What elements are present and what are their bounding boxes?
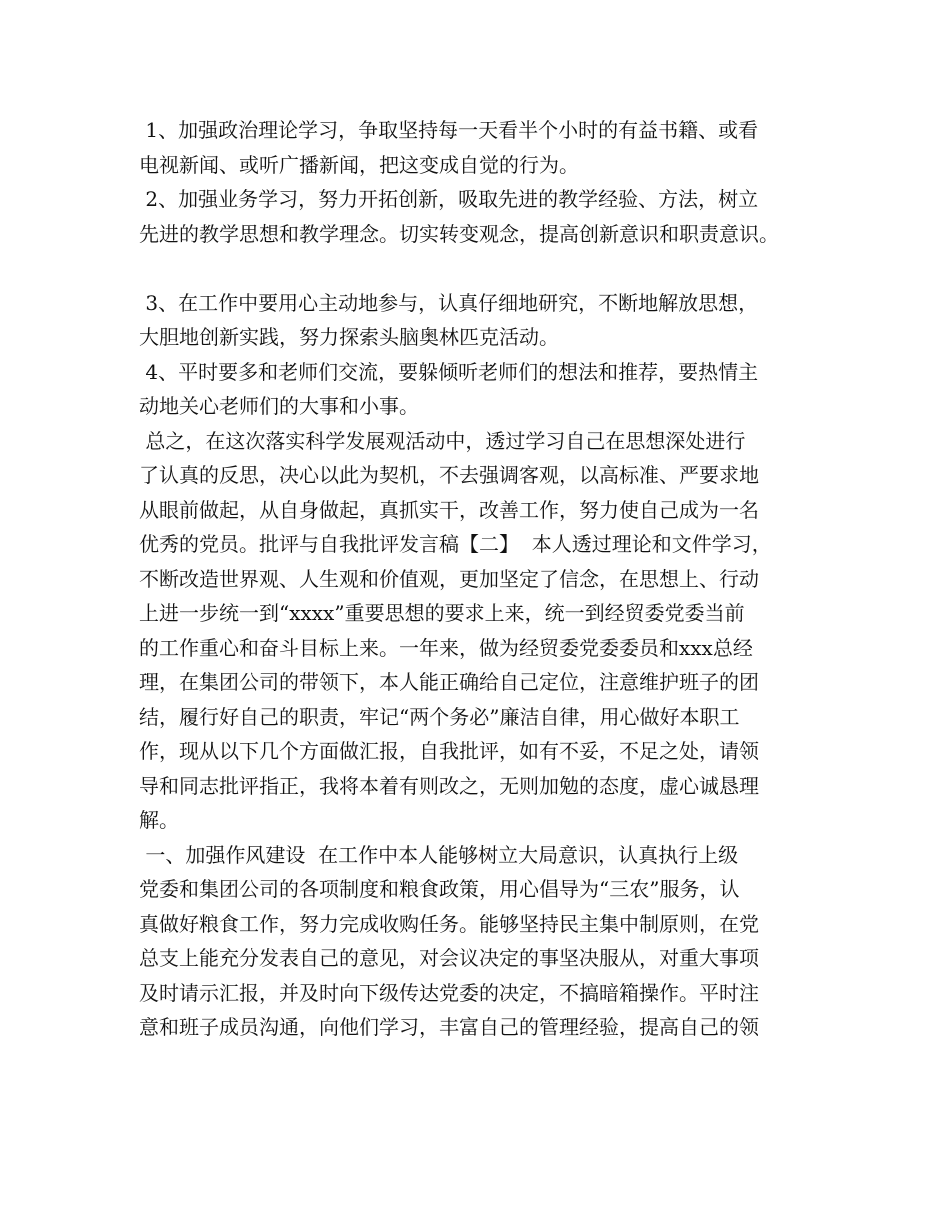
text-line: 作，现从以下几个方面做汇报，自我批评，如有不妥，不足之处，请领 (139, 739, 759, 763)
text-line: 了认真的反思，决心以此为契机，不去强调客观，以高标准、严要求地 (139, 463, 759, 487)
text-line: 电视新闻、或听广播新闻，把这变成自觉的行为。 (139, 152, 579, 177)
paragraph-gap (139, 251, 829, 286)
text-line: 上进一步统一到“xxxx”重要思想的要求上来，统一到经贸委党委当前 (139, 601, 745, 625)
text-line: 党委和集团公司的各项制度和粮食政策，用心倡导为“三农”服务，认 (139, 877, 740, 901)
text-line: 4、平时要多和老师们交流，要躲倾听老师们的想法和推荐，要热情主 (139, 359, 759, 384)
text-line: 从眼前做起，从自身做起，真抓实干，改善工作，努力使自己成为一名 (139, 497, 759, 522)
text-line: 3、在工作中要用心主动地参与，认真仔细地研究，不断地解放思想， (139, 290, 759, 315)
text-line: 真做好粮食工作，努力完成收购任务。能够坚持民主集中制原则，在党 (139, 911, 759, 936)
text-line: 的工作重心和奋斗目标上来。一年来，做为经贸委党委委员和xxx总经 (139, 635, 753, 660)
text-line: 不断改造世界观、人生观和价值观，更加坚定了信念，在思想上、行动 (139, 566, 759, 591)
text-line: 结，履行好自己的职责，牢记“两个务必”廉洁自律，用心做好本职工 (139, 704, 740, 729)
text-line: 导和同志批评指正，我将本着有则改之，无则加勉的态度，虚心诚恳理 (139, 773, 759, 798)
text-line: 优秀的党员。批评与自我批评发言稿【二】 本人透过理论和文件学习， (139, 532, 772, 556)
text-line: 大胆地创新实践，努力探索头脑奥林匹克活动。 (139, 325, 559, 349)
text-line: 理，在集团公司的带领下，本人能正确给自己定位，注意维护班子的团 (139, 670, 759, 694)
document-body (139, 113, 829, 1045)
text-line: 意和班子成员沟通，向他们学习，丰富自己的管理经验，提高自己的领 (139, 1015, 759, 1039)
text-line: 总之，在这次落实科学发展观活动中，透过学习自己在思想深处进行 (139, 428, 746, 453)
text-line: 一、加强作风建设 在工作中本人能够树立大局意识，认真执行上级 (139, 842, 739, 867)
text-line: 1、加强政治理论学习，争取坚持每一天看半个小时的有益书籍、或看 (139, 118, 759, 142)
text-line: 总支上能充分发表自己的意见，对会议决定的事坚决服从，对重大事项 (139, 946, 759, 970)
text-line: 动地关心老师们的大事和小事。 (139, 394, 419, 418)
text-line: 先进的教学思想和教学理念。切实转变观念，提高创新意识和职责意识。 (139, 221, 779, 246)
text-line: 及时请示汇报，并及时向下级传达党委的决定，不搞暗箱操作。平时注 (139, 980, 759, 1005)
text-line: 2、加强业务学习，努力开拓创新，吸取先进的教学经验、方法，树立 (139, 187, 759, 211)
text-line: 解。 (139, 808, 179, 832)
